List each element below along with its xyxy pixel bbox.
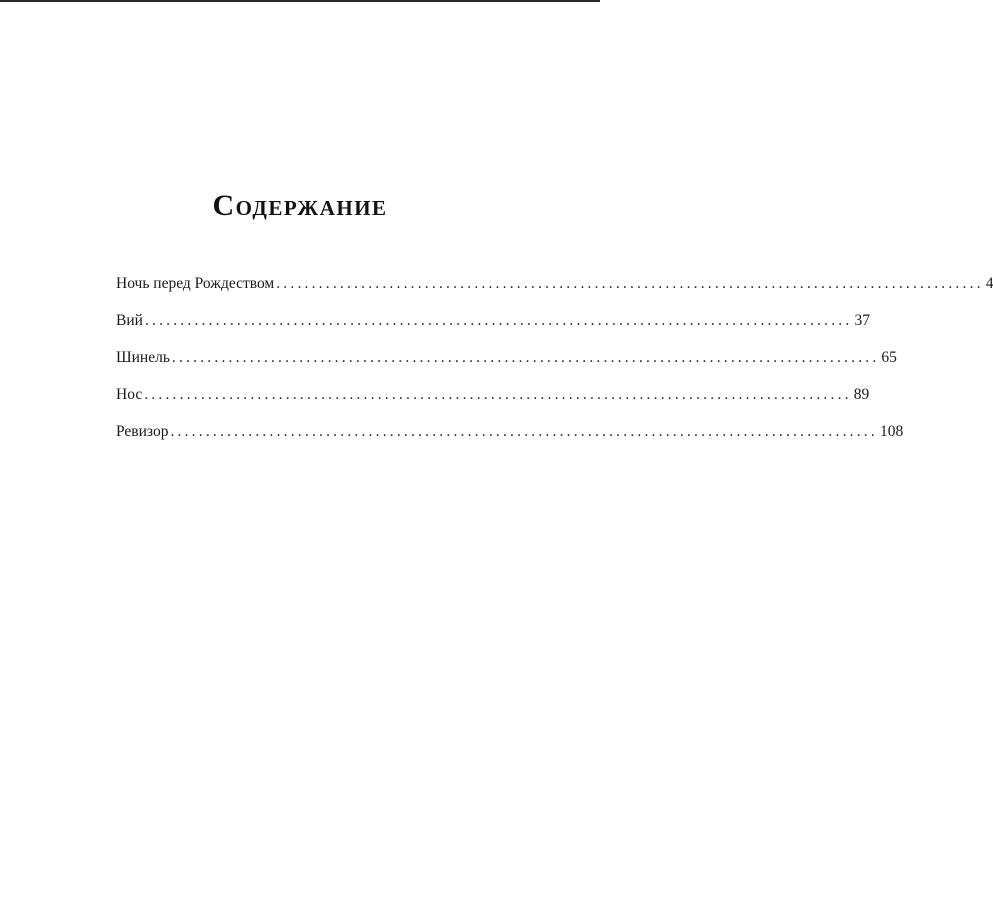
toc-dot-leader: .................................................................................................... [170,423,878,440]
toc-entry[interactable] [116,383,870,420]
page-top-rule [0,0,600,2]
toc-page-number: 89 [853,386,870,403]
toc-page-number: 37 [854,312,870,329]
toc-page-number: 4 [985,275,993,292]
toc-entry-title: Шинель [116,349,170,366]
toc-entry[interactable] [116,420,904,457]
toc-dot-leader: .................................................................................................... [144,312,853,329]
toc-entry-title: Ночь перед Рождеством [116,275,275,292]
toc-entry[interactable] [116,272,993,309]
toc-dot-leader: .................................................................................................... [276,275,984,292]
toc-dot-leader: .................................................................................................... [171,349,880,366]
toc-entry-title: Нос [116,386,143,403]
toc-entry-title: Ревизор [116,423,169,440]
toc-page-number: 108 [879,423,904,440]
toc-page-number: 65 [881,349,897,366]
toc-entry[interactable] [116,346,897,383]
toc-dot-leader: .................................................................................................... [144,386,852,403]
toc-entry[interactable] [116,309,870,346]
toc-entry-title: Вий [116,312,143,329]
page-title: Содержание [212,189,388,222]
table-of-contents [116,272,993,457]
